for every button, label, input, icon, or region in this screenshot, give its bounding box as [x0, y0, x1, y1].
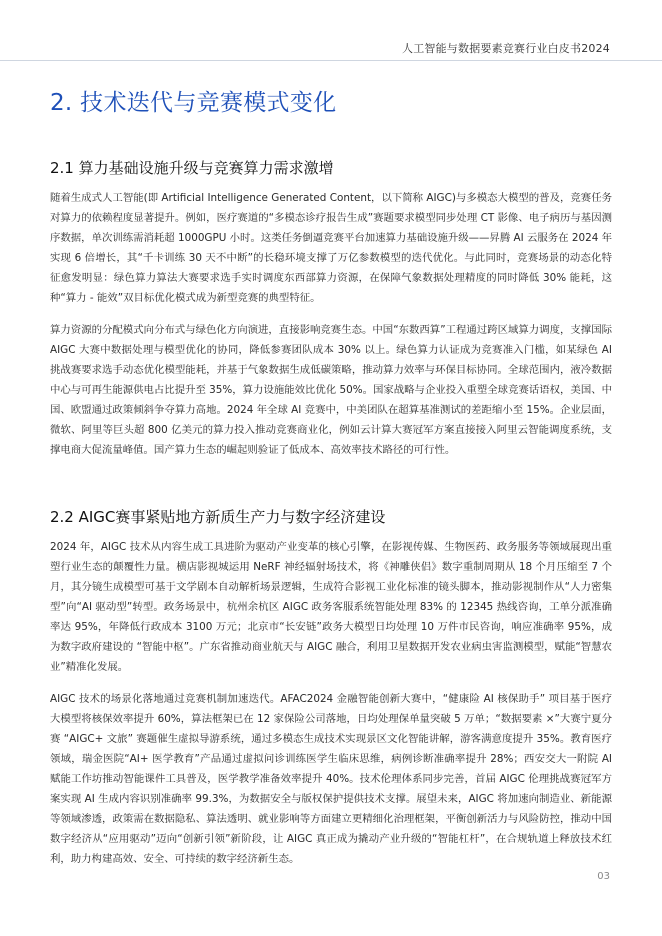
chapter-title: 2. 技术迭代与竞赛模式变化	[50, 90, 337, 116]
section-2-1-paragraph-1: 随着生成式人工智能(即 Artificial Intelligence Generated Content，以下简称 AIGC)与多模态大模型的普及，竞赛任务对算力的依赖程度显著提升。例如，医疗赛道的“多模态诊疗报告生成”赛题要求模型同步处理 CT 影像、电子病历与基因测序数据，单次训练需消耗超 1000GPU 小时。这类任务倒逼竞赛平台加速算力基础设施升级——昇腾 AI 云服务在 2024 年实现 6 倍增长，其“千卡训练 30 天不中断”的长稳环境支撑了万亿参数模型的迭代优化。与此同时，竞赛场景的动态化特征愈发明显：绿色算力算法大赛要求选手实时调度东西部算力资源，在保障气象数据处理精度的同时降低 30% 能耗，这种“算力 - 能效”双目标优化模式成为新型竞赛的典型特征。	[50, 192, 612, 304]
section-spacer	[50, 472, 612, 506]
section-title-2-1: 2.1 算力基础设施升级与竞赛算力需求激增	[50, 159, 334, 177]
section-2-1-paragraph-2: 算力资源的分配模式向分布式与绿色化方向演进，直接影响竞赛生态。中国“东数西算”工程通过跨区域算力调度，支撑国际 AIGC 大赛中数据处理与模型优化的协同，降低参赛团队成本 30% 以上。绿色算力认证成为竞赛准入门槛，如某绿色 AI 挑战赛要求选手动态优化模型能耗，并基于气象数据生成低碳策略，推动算力效率与环保目标协同。全球范围内，液冷数据中心与可再生能源供电占比提升至 35%，算力设施能效比优化 50%。国家战略与企业投入重塑全球竞赛话语权，美国、中国、欧盟通过政策倾斜争夺算力高地。2024 年全球 AI 竞赛中，中美团队在超算基准测试的差距缩小至 15%。企业层面，微软、阿里等巨头超 800 亿美元的算力投入推动竞赛商业化，例如云计算大赛冠军方案直接接入阿里云智能调度系统，支撑电商大促流量峰值。国产算力生态的崛起则验证了低成本、高效率技术路径的可行性。	[50, 324, 612, 456]
section-2-2-paragraph-2: AIGC 技术的场景化落地通过竞赛机制加速迭代。AFAC2024 金融智能创新大赛中，“健康险 AI 核保助手” 项目基于医疗大模型将核保效率提升 60%，算法框架已在 12 家保险公司落地，日均处理保单量突破 5 万单；“数据要素 ×”大赛宁夏分赛 “AIGC+ 文旅” 赛题催生虚拟导游系统，通过多模态生成技术实现景区文化智能讲解，游客满意度提升 35%。教育医疗领域，瑞金医院“AI+ 医学教育”产品通过虚拟问诊训练医学生临床思维，病例诊断准确率提升 28%；西安交大一附院 AI 赋能工作坊推动智能课件工具普及，医学教学准备效率提升 40%。技术伦理体系同步完善，首届 AIGC 伦理挑战赛冠军方案实现 AI 生成内容识别准确率 99.3%，为数据安全与版权保护提供技术支撑。展望未来，AIGC 将加速向制造业、新能源等领域渗透，政策需在数据隐私、算法透明、就业影响等方面建立更精细化治理框架，平衡创新活力与风险防控，推动中国数字经济从“应用驱动”迈向“创新引领”新阶段，让 AIGC 真正成为撬动产业升级的“智能杠杆”，在合规轨道上释放技术红利，助力构建高效、安全、可持续的数字经济新生态。	[50, 693, 612, 865]
page-content	[50, 84, 612, 881]
running-header: 人工智能与数据要素竞赛行业白皮书2024	[402, 42, 610, 55]
section-title-2-2: 2.2 AIGC赛事紧贴地方新质生产力与数字经济建设	[50, 508, 386, 526]
page-number: 03	[597, 871, 610, 882]
header-divider	[0, 60, 662, 61]
section-2-2-paragraph-1: 2024 年，AIGC 技术从内容生成工具进阶为驱动产业变革的核心引擎，在影视传媒、生物医药、政务服务等领域展现出重塑行业生态的颠覆性力量。横店影视城运用 NeRF 神经辐射场技术，将《神雕侠侣》数字重制周期从 18 个月压缩至 7 个月，其分镜生成模型可基于文学剧本自动解析场景逻辑，生成符合影视工业化标准的镜头脚本，推动影视制作从“人力密集型”向“AI 驱动型”转型。政务场景中，杭州余杭区 AIGC 政务客服系统智能处理 83% 的 12345 热线咨询，工单分派准确率达 95%，年降低行政成本 3100 万元；北京市“长安链”政务大模型日均处理 10 万件市民咨询，响应准确率 95%，成为数字政府建设的 “智能中枢”。广东省推动商业航天与 AIGC 融合，利用卫星数据开发农业病虫害监测模型，赋能“智慧农业”精准化发展。	[50, 541, 612, 673]
